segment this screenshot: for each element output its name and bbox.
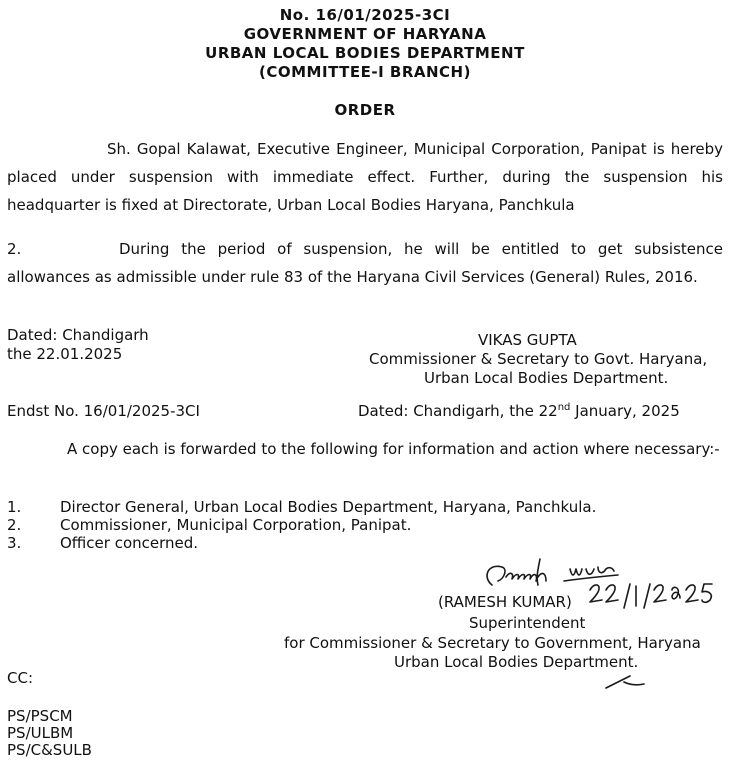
endorsement-number: Endst No. 16/01/2025-3CI [7,402,200,420]
paragraph-2 [7,235,723,291]
cc-label: CC: [7,669,34,687]
branch-heading: (COMMITTEE-I BRANCH) [259,63,471,81]
endorser-for-line: for Commissioner & Secretary to Government, Haryana [284,634,701,652]
signatory-designation: Commissioner & Secretary to Govt. Haryana, [369,350,708,368]
initials-mark [604,672,654,692]
paragraph-2-number: 2. [7,240,22,258]
cc-item-2: PS/ULBM [7,724,74,742]
forward-item-1-number: 1. [7,498,22,516]
endorsement-date-prefix: Dated: Chandigarh, the 22 [358,402,558,420]
endorsement-date-sup: nd [557,402,571,413]
order-number: No. 16/01/2025-3CI [279,6,451,24]
order-title: ORDER [334,101,396,119]
endorser-designation: Superintendent [469,614,586,632]
forward-item-2-number: 2. [7,516,22,534]
signatory-name: VIKAS GUPTA [478,331,577,349]
forward-item-2: Commissioner, Municipal Corporation, Panipat. [60,516,412,534]
department-heading: URBAN LOCAL BODIES DEPARTMENT [205,44,525,62]
signatory-department: Urban Local Bodies Department. [424,369,669,387]
forward-paragraph [7,439,723,459]
cc-item-1: PS/PSCM [7,707,73,725]
endorser-department: Urban Local Bodies Department. [394,653,639,671]
paragraph-1-text: Sh. Gopal Kalawat, Executive Engineer, Municipal Corporation, Panipat is hereby placed under suspension with immediate effect. Further, during the suspension his headquarter is fixed at Directorate, Urban Local Bodies Haryana, Panchkula [7,140,723,214]
cc-item-3: PS/C&SULB [7,741,92,759]
endorsement-date-suffix: January, 2025 [570,402,680,420]
endorsement-date [358,402,680,421]
forward-item-3: Officer concerned. [60,534,199,552]
endorser-name: (RAMESH KUMAR) [438,593,572,611]
paragraph-1 [7,135,723,219]
forward-text: A copy each is forwarded to the following for information and action where necessary:- [67,440,720,458]
government-heading: GOVERNMENT OF HARYANA [243,25,487,43]
forward-item-1: Director General, Urban Local Bodies Department, Haryana, Panchkula. [60,498,597,516]
dated-place: Dated: Chandigarh [7,326,149,344]
handwritten-date [588,578,718,612]
paragraph-2-text: During the period of suspension, he will be entitled to get subsistence allowances as admissible under rule 83 of the Haryana Civil Services (General) Rules, 2016. [7,240,723,286]
forward-item-3-number: 3. [7,534,22,552]
dated-date: the 22.01.2025 [7,345,123,363]
